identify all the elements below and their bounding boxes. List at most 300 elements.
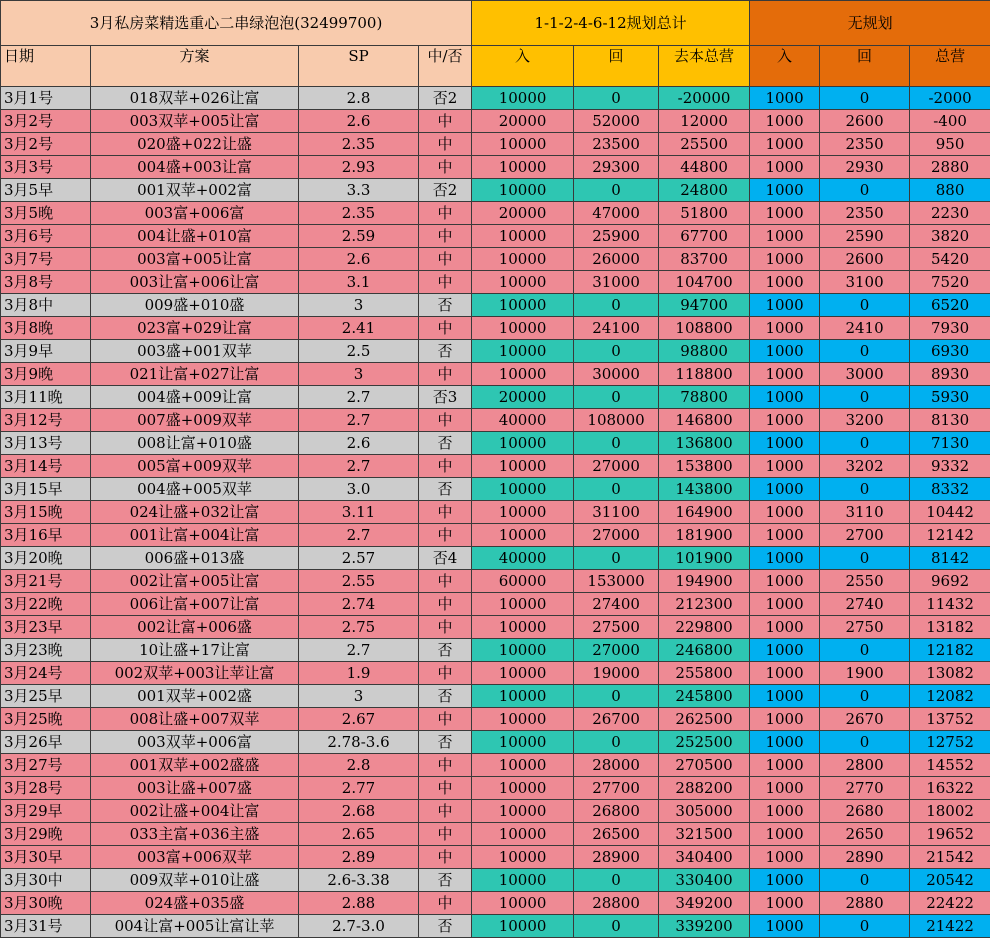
table-row: [1, 225, 990, 248]
cell-total2: 7930: [910, 317, 990, 340]
cell-sp: 2.5: [299, 340, 419, 363]
cell-back: 27000: [574, 524, 659, 547]
cell-back2: 2880: [820, 892, 910, 915]
cell-date: 3月29晚: [1, 823, 91, 846]
cell-back: 0: [574, 294, 659, 317]
table-row: [1, 800, 990, 823]
cell-sp: 2.75: [299, 616, 419, 639]
cell-back: 27400: [574, 593, 659, 616]
table-row: [1, 777, 990, 800]
cell-scheme: 10让盛+17让富: [91, 639, 299, 662]
cell-back2: 0: [820, 386, 910, 409]
cell-total2: 13182: [910, 616, 990, 639]
cell-sp: 2.6-3.38: [299, 869, 419, 892]
cell-sp: 3.3: [299, 179, 419, 202]
cell-back: 31000: [574, 271, 659, 294]
cell-back2: 0: [820, 547, 910, 570]
cell-back2: 0: [820, 340, 910, 363]
cell-scheme: 024让盛+032让富: [91, 501, 299, 524]
cell-in2: 1000: [750, 846, 820, 869]
cell-back2: 0: [820, 478, 910, 501]
cell-in: 10000: [472, 87, 574, 110]
cell-total: 181900: [659, 524, 750, 547]
cell-scheme: 024盛+035盛: [91, 892, 299, 915]
cell-result: 中: [419, 409, 472, 432]
cell-in2: 1000: [750, 708, 820, 731]
cell-back2: 2890: [820, 846, 910, 869]
cell-back2: 1900: [820, 662, 910, 685]
cell-in: 10000: [472, 846, 574, 869]
cell-total: -20000: [659, 87, 750, 110]
cell-result: 否: [419, 639, 472, 662]
cell-total2: 12082: [910, 685, 990, 708]
cell-in2: 1000: [750, 570, 820, 593]
cell-date: 3月30晚: [1, 892, 91, 915]
cell-total2: 3820: [910, 225, 990, 248]
cell-date: 3月23晚: [1, 639, 91, 662]
cell-total: 288200: [659, 777, 750, 800]
table-row: [1, 846, 990, 869]
cell-scheme: 003富+006富: [91, 202, 299, 225]
cell-back2: 2740: [820, 593, 910, 616]
cell-in: 10000: [472, 340, 574, 363]
cell-total: 136800: [659, 432, 750, 455]
cell-total2: -2000: [910, 87, 990, 110]
cell-in: 40000: [472, 547, 574, 570]
cell-sp: 2.88: [299, 892, 419, 915]
cell-date: 3月5晚: [1, 202, 91, 225]
cell-date: 3月8中: [1, 294, 91, 317]
cell-result: 中: [419, 846, 472, 869]
cell-in2: 1000: [750, 317, 820, 340]
cell-date: 3月2号: [1, 110, 91, 133]
cell-date: 3月28号: [1, 777, 91, 800]
table-row: [1, 455, 990, 478]
cell-back: 0: [574, 386, 659, 409]
cell-result: 否2: [419, 87, 472, 110]
cell-sp: 2.7: [299, 524, 419, 547]
cell-sp: 2.6: [299, 432, 419, 455]
cell-total2: 8142: [910, 547, 990, 570]
cell-in2: 1000: [750, 892, 820, 915]
cell-in2: 1000: [750, 869, 820, 892]
cell-result: 中: [419, 225, 472, 248]
cell-total: 153800: [659, 455, 750, 478]
cell-in: 10000: [472, 455, 574, 478]
cell-in2: 1000: [750, 340, 820, 363]
cell-back: 108000: [574, 409, 659, 432]
cell-in: 10000: [472, 731, 574, 754]
cell-result: 否: [419, 915, 472, 938]
cell-total: 262500: [659, 708, 750, 731]
cell-sp: 3: [299, 294, 419, 317]
cell-date: 3月14号: [1, 455, 91, 478]
cell-sp: 2.7: [299, 386, 419, 409]
cell-in: 10000: [472, 754, 574, 777]
cell-back: 47000: [574, 202, 659, 225]
cell-result: 否: [419, 685, 472, 708]
cell-in2: 1000: [750, 248, 820, 271]
cell-sp: 2.6: [299, 248, 419, 271]
cell-date: 3月29早: [1, 800, 91, 823]
cell-total2: 8930: [910, 363, 990, 386]
cell-back2: 0: [820, 685, 910, 708]
cell-date: 3月2号: [1, 133, 91, 156]
cell-scheme: 004让富+005让富让苹: [91, 915, 299, 938]
cell-scheme: 004盛+009让富: [91, 386, 299, 409]
cell-date: 3月21号: [1, 570, 91, 593]
cell-total: 229800: [659, 616, 750, 639]
cell-back: 28900: [574, 846, 659, 869]
cell-sp: 3: [299, 685, 419, 708]
cell-total: 246800: [659, 639, 750, 662]
cell-result: 否2: [419, 179, 472, 202]
cell-back: 28800: [574, 892, 659, 915]
cell-back: 25900: [574, 225, 659, 248]
header-sp: SP: [299, 46, 419, 87]
cell-sp: 2.35: [299, 133, 419, 156]
cell-result: 中: [419, 662, 472, 685]
cell-date: 3月25早: [1, 685, 91, 708]
cell-result: 中: [419, 754, 472, 777]
cell-back2: 2410: [820, 317, 910, 340]
cell-total: 252500: [659, 731, 750, 754]
cell-back2: 3202: [820, 455, 910, 478]
cell-date: 3月8晚: [1, 317, 91, 340]
cell-date: 3月6号: [1, 225, 91, 248]
cell-total2: 12752: [910, 731, 990, 754]
cell-date: 3月26早: [1, 731, 91, 754]
cell-result: 中: [419, 616, 472, 639]
cell-back: 27000: [574, 639, 659, 662]
cell-sp: 2.57: [299, 547, 419, 570]
cell-back: 27700: [574, 777, 659, 800]
cell-date: 3月9早: [1, 340, 91, 363]
table-row: [1, 524, 990, 547]
cell-scheme: 003双苹+006富: [91, 731, 299, 754]
cell-result: 中: [419, 501, 472, 524]
cell-scheme: 009双苹+010让盛: [91, 869, 299, 892]
cell-back2: 2750: [820, 616, 910, 639]
cell-result: 中: [419, 570, 472, 593]
cell-total: 330400: [659, 869, 750, 892]
cell-sp: 2.67: [299, 708, 419, 731]
cell-in2: 1000: [750, 524, 820, 547]
cell-in: 40000: [472, 409, 574, 432]
cell-scheme: 001双苹+002盛: [91, 685, 299, 708]
cell-total2: 5930: [910, 386, 990, 409]
cell-back: 26800: [574, 800, 659, 823]
cell-sp: 2.6: [299, 110, 419, 133]
cell-back2: 2550: [820, 570, 910, 593]
cell-result: 中: [419, 892, 472, 915]
cell-total: 143800: [659, 478, 750, 501]
cell-scheme: 008让盛+007双苹: [91, 708, 299, 731]
cell-in2: 1000: [750, 800, 820, 823]
cell-result: 中: [419, 593, 472, 616]
cell-total: 108800: [659, 317, 750, 340]
cell-in2: 1000: [750, 202, 820, 225]
cell-total: 67700: [659, 225, 750, 248]
table-row: [1, 639, 990, 662]
cell-back: 24100: [574, 317, 659, 340]
cell-result: 否: [419, 294, 472, 317]
cell-sp: 2.35: [299, 202, 419, 225]
cell-in: 10000: [472, 823, 574, 846]
table-row: [1, 110, 990, 133]
cell-back2: 2700: [820, 524, 910, 547]
cell-back: 23500: [574, 133, 659, 156]
cell-in2: 1000: [750, 87, 820, 110]
cell-result: 中: [419, 524, 472, 547]
table-row: [1, 478, 990, 501]
cell-date: 3月7号: [1, 248, 91, 271]
cell-back2: 3000: [820, 363, 910, 386]
cell-in2: 1000: [750, 754, 820, 777]
cell-in2: 1000: [750, 823, 820, 846]
cell-in2: 1000: [750, 777, 820, 800]
cell-back: 29300: [574, 156, 659, 179]
header-back2: 回: [820, 46, 910, 87]
cell-in: 10000: [472, 248, 574, 271]
cell-back2: 0: [820, 179, 910, 202]
cell-back: 52000: [574, 110, 659, 133]
header-date: 日期: [1, 46, 91, 87]
cell-scheme: 001双苹+002富: [91, 179, 299, 202]
table-row: [1, 271, 990, 294]
cell-result: 否: [419, 340, 472, 363]
title-row: [1, 1, 990, 46]
cell-in: 10000: [472, 800, 574, 823]
table-row: [1, 156, 990, 179]
cell-back2: 2670: [820, 708, 910, 731]
cell-in: 10000: [472, 501, 574, 524]
cell-back2: 3100: [820, 271, 910, 294]
cell-scheme: 002让富+006盛: [91, 616, 299, 639]
cell-scheme: 006盛+013盛: [91, 547, 299, 570]
cell-total2: 14552: [910, 754, 990, 777]
cell-total2: 880: [910, 179, 990, 202]
cell-in: 10000: [472, 524, 574, 547]
cell-date: 3月25晚: [1, 708, 91, 731]
table-row: [1, 248, 990, 271]
cell-back2: 3200: [820, 409, 910, 432]
cell-sp: 2.8: [299, 754, 419, 777]
header-total2: 总营: [910, 46, 990, 87]
cell-date: 3月5早: [1, 179, 91, 202]
cell-back2: 2600: [820, 110, 910, 133]
cell-total2: 12182: [910, 639, 990, 662]
cell-total2: 21542: [910, 846, 990, 869]
cell-total2: 18002: [910, 800, 990, 823]
cell-total2: 7130: [910, 432, 990, 455]
cell-total: 78800: [659, 386, 750, 409]
cell-in: 10000: [472, 662, 574, 685]
cell-date: 3月3号: [1, 156, 91, 179]
table-row: [1, 363, 990, 386]
cell-in2: 1000: [750, 363, 820, 386]
cell-total: 194900: [659, 570, 750, 593]
header-result: 中/否: [419, 46, 472, 87]
cell-scheme: 004让盛+010富: [91, 225, 299, 248]
cell-total2: 20542: [910, 869, 990, 892]
cell-in2: 1000: [750, 915, 820, 938]
header-in2: 入: [750, 46, 820, 87]
cell-back: 28000: [574, 754, 659, 777]
cell-back2: 0: [820, 294, 910, 317]
cell-sp: 2.55: [299, 570, 419, 593]
cell-scheme: 002双苹+003让苹让富: [91, 662, 299, 685]
cell-sp: 2.65: [299, 823, 419, 846]
cell-scheme: 008让富+010盛: [91, 432, 299, 455]
cell-result: 否4: [419, 547, 472, 570]
cell-sp: 2.59: [299, 225, 419, 248]
cell-back: 0: [574, 731, 659, 754]
cell-back2: 2590: [820, 225, 910, 248]
cell-in2: 1000: [750, 409, 820, 432]
cell-total: 270500: [659, 754, 750, 777]
cell-back2: 2350: [820, 202, 910, 225]
table-row: [1, 87, 990, 110]
cell-back2: 0: [820, 87, 910, 110]
cell-total2: 5420: [910, 248, 990, 271]
cell-total2: 2880: [910, 156, 990, 179]
cell-in: 10000: [472, 133, 574, 156]
cell-sp: 2.7-3.0: [299, 915, 419, 938]
cell-back: 26500: [574, 823, 659, 846]
cell-sp: 2.74: [299, 593, 419, 616]
cell-total: 349200: [659, 892, 750, 915]
table-row: [1, 133, 990, 156]
cell-total: 305000: [659, 800, 750, 823]
cell-back2: 0: [820, 915, 910, 938]
cell-in2: 1000: [750, 731, 820, 754]
cell-scheme: 033主富+036主盛: [91, 823, 299, 846]
cell-in2: 1000: [750, 547, 820, 570]
cell-back: 0: [574, 478, 659, 501]
cell-scheme: 007盛+009双苹: [91, 409, 299, 432]
cell-in2: 1000: [750, 133, 820, 156]
cell-total2: 9692: [910, 570, 990, 593]
cell-result: 中: [419, 708, 472, 731]
cell-back2: 2350: [820, 133, 910, 156]
cell-sp: 1.9: [299, 662, 419, 685]
cell-total2: 16322: [910, 777, 990, 800]
cell-date: 3月12号: [1, 409, 91, 432]
cell-total: 212300: [659, 593, 750, 616]
cell-date: 3月15晚: [1, 501, 91, 524]
cell-scheme: 023富+029让富: [91, 317, 299, 340]
cell-back: 0: [574, 87, 659, 110]
cell-total: 146800: [659, 409, 750, 432]
cell-in: 10000: [472, 685, 574, 708]
table-row: [1, 202, 990, 225]
cell-total2: 19652: [910, 823, 990, 846]
cell-result: 否: [419, 731, 472, 754]
header-total: 去本总营: [659, 46, 750, 87]
cell-result: 中: [419, 110, 472, 133]
cell-scheme: 004盛+005双苹: [91, 478, 299, 501]
cell-back2: 2650: [820, 823, 910, 846]
cell-result: 中: [419, 156, 472, 179]
cell-total2: 12142: [910, 524, 990, 547]
table-row: [1, 754, 990, 777]
cell-in2: 1000: [750, 685, 820, 708]
cell-result: 中: [419, 800, 472, 823]
cell-scheme: 021让富+027让富: [91, 363, 299, 386]
cell-in2: 1000: [750, 639, 820, 662]
cell-in: 10000: [472, 225, 574, 248]
cell-back: 27500: [574, 616, 659, 639]
cell-scheme: 009盛+010盛: [91, 294, 299, 317]
cell-total: 101900: [659, 547, 750, 570]
cell-in: 10000: [472, 593, 574, 616]
cell-scheme: 001让富+004让富: [91, 524, 299, 547]
cell-in: 10000: [472, 363, 574, 386]
table-row: [1, 685, 990, 708]
cell-back: 0: [574, 432, 659, 455]
cell-total: 12000: [659, 110, 750, 133]
cell-in2: 1000: [750, 432, 820, 455]
table-row: [1, 915, 990, 938]
cell-total: 339200: [659, 915, 750, 938]
table-row: [1, 593, 990, 616]
cell-back2: 2680: [820, 800, 910, 823]
cell-sp: 2.93: [299, 156, 419, 179]
cell-in: 10000: [472, 317, 574, 340]
cell-total: 164900: [659, 501, 750, 524]
cell-sp: 2.68: [299, 800, 419, 823]
cell-total2: 10442: [910, 501, 990, 524]
cell-sp: 2.78-3.6: [299, 731, 419, 754]
cell-scheme: 003盛+001双苹: [91, 340, 299, 363]
cell-sp: 2.8: [299, 87, 419, 110]
cell-total2: 11432: [910, 593, 990, 616]
cell-back2: 0: [820, 869, 910, 892]
cell-result: 中: [419, 317, 472, 340]
cell-result: 中: [419, 455, 472, 478]
cell-back2: 0: [820, 639, 910, 662]
cell-scheme: 020盛+022让盛: [91, 133, 299, 156]
cell-scheme: 005富+009双苹: [91, 455, 299, 478]
cell-scheme: 003双苹+005让富: [91, 110, 299, 133]
cell-in: 20000: [472, 386, 574, 409]
header-back: 回: [574, 46, 659, 87]
cell-total: 98800: [659, 340, 750, 363]
table-row: [1, 179, 990, 202]
cell-total: 104700: [659, 271, 750, 294]
cell-scheme: 004盛+003让富: [91, 156, 299, 179]
header-in: 入: [472, 46, 574, 87]
cell-in: 10000: [472, 869, 574, 892]
cell-in: 10000: [472, 708, 574, 731]
table-row: [1, 386, 990, 409]
cell-scheme: 006让富+007让富: [91, 593, 299, 616]
cell-sp: 2.89: [299, 846, 419, 869]
cell-back: 19000: [574, 662, 659, 685]
cell-back: 0: [574, 179, 659, 202]
cell-in2: 1000: [750, 501, 820, 524]
cell-date: 3月1号: [1, 87, 91, 110]
cell-scheme: 003让盛+007盛: [91, 777, 299, 800]
cell-total2: 8130: [910, 409, 990, 432]
table-row: [1, 294, 990, 317]
cell-in: 60000: [472, 570, 574, 593]
cell-scheme: 002让富+005让富: [91, 570, 299, 593]
cell-date: 3月23早: [1, 616, 91, 639]
cell-date: 3月31号: [1, 915, 91, 938]
table-row: [1, 869, 990, 892]
